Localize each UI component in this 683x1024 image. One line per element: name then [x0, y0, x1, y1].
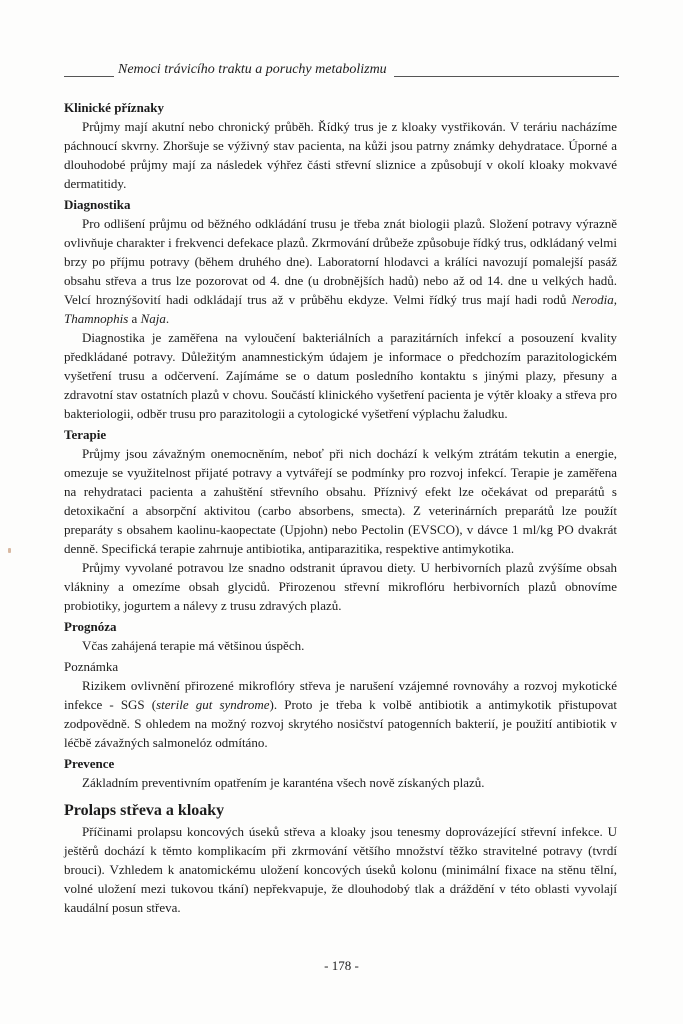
- heading-prognoza: Prognóza: [64, 619, 117, 634]
- page-body: [64, 96, 617, 917]
- paragraph-poznamka-1: [64, 676, 617, 752]
- poznamka-text-end: ). Proto je třeba k volbě antibiotik a antimykotik přistupovat zodpovědně. S ohledem na možný rozvoj skrytého nosičství patogenních bakterií, je použití antibiotik v léčbě závažných salmonelóz odmítáno.: [64, 697, 617, 750]
- paragraph-diagnostika-2: Diagnostika je zaměřena na vyloučení bakteriálních a parazitárních infekcí a posouzení kvality předkládané potravy. Důležitým anamnestickým údajem je informace o předchozím parazitologickém vyšetření trusu a odčervení. Zajímáme se o datum posledního kontaktu s jinými plazy, přesuny a zdravotní stav ostatních plazů v chovu. Součástí klinického vyšetření pacienta je výtěr kloaky a střeva pro bakteriologii, odběr trusu pro parazitologii a cytologické vyšetření výplachu žaludku.: [64, 330, 617, 421]
- page-number: - 178 -: [324, 958, 359, 973]
- running-head: [64, 60, 619, 82]
- heading-prevence: Prevence: [64, 756, 115, 771]
- heading-prolaps: Prolaps střeva a kloaky: [64, 802, 225, 819]
- header-rule-right: [394, 76, 619, 77]
- paragraph-diagnostika-1: [64, 214, 617, 328]
- sgs-italic: sterile gut syndrome: [156, 697, 270, 712]
- sentence-end: .: [165, 311, 170, 326]
- heading-klinicke-priznaky: Klinické příznaky: [64, 100, 165, 115]
- diagnostika-text: Pro odlišení průjmu od běžného odkládání trusu je třeba znát biologii plazů. Složení potravy výrazně ovlivňuje charakter i frekvenci defekace plazů. Zkrmování drůbeže způsobuje řídký trus, odkládaný velmi brzy po příjmu potravy (během druhého dne). Laboratorní hlodavci a králíci navozují pomalejší pasáž obsahu střeva a trus lze pozorovat od 4. dne (u drobnějších hadů) nebo až od 14. dne u velkých hadů. Velcí hroznýšovití hadi odkládají trus až v průběhu ekdyze. Velmi řídký trus mají hadi rodů: [64, 216, 617, 307]
- heading-terapie: Terapie: [64, 427, 107, 442]
- genus-naja-italic: Naja: [140, 311, 166, 326]
- poznamka-text: Rizikem ovlivnění přirozené mikroflóry střeva je narušení vzájemné rovnováhy a rozvoj mykotické infekce - SGS (: [64, 678, 617, 712]
- margin-speck: [8, 548, 11, 553]
- paragraph-prevence-1: Základním preventivním opatřením je karanténa všech nově získaných plazů.: [82, 775, 485, 790]
- genera-italic: Nerodia, Thamnophis: [64, 292, 617, 326]
- paragraph-prolaps-1: Příčinami prolapsu koncových úseků střeva a kloaky jsou tenesmy doprovázející střevní infekce. U ještěrů dochází k těmto komplikacím při zkrmování většího množství těžko stravitelné potravy (tvrdí brouci). Vzhledem k anatomickému uložení koncových úseků kolonu (minimální fixace na stěnu tělní, volné uložení mezi tukovou tkání) nepřekvapuje, že dlouhodobý tlak a dráždění v této oblasti vyvolají kaudální posun střeva.: [64, 824, 617, 915]
- paragraph-prognoza-1: Včas zahájená terapie má většinou úspěch.: [82, 638, 305, 653]
- header-rule-left: [64, 76, 114, 77]
- paragraph-terapie-1: Průjmy jsou závažným onemocněním, neboť při nich dochází k velkým ztrátám tekutin a energie, omezuje se využitelnost přijaté potravy a vytvářejí se podmínky pro rozvoj infekcí. Terapie je zaměřena na rehydrataci pacienta a zahuštění střevního obsahu. Příznivý efekt lze očekávat od preparátů s detoxikační a absorpční aktivitou (carbo absorbens, smecta). Z veterinárních preparátů lze použít preparáty s obsahem kaolinu-kaopectate (Upjohn) nebo Pectolin (EVSCO), v dávce 1 ml/kg PO dvakrát denně. Specifická terapie zahrnuje antibiotika, antiparazitika, respektive antimykotika.: [64, 446, 617, 556]
- running-head-title: Nemoci trávicího traktu a poruchy metabolizmu: [118, 62, 387, 77]
- heading-poznamka: Poznámka: [64, 659, 119, 674]
- heading-diagnostika: Diagnostika: [64, 197, 131, 212]
- paragraph-klinicke-1: Průjmy mají akutní nebo chronický průběh. Řídký trus je z kloaky vystřikován. V teráriu nacházíme páchnoucí skvrny. Zhoršuje se výživný stav pacienta, na kůži jsou patrny známky dehydratace. Úporné a dlouhodobé průjmy mají za následek výhřez části střevní sliznice a způsobují v okolí kloaky mokvavé dermatitidy.: [64, 119, 617, 191]
- conjunction: a: [128, 311, 141, 326]
- paragraph-terapie-2: Průjmy vyvolané potravou lze snadno odstranit úpravou diety. U herbivorních plazů zvýšíme obsah vlákniny a omezíme obsah glycidů. Přirozenou střevní mikroflóru herbivorních plazů obnovíme probiotiky, jogurtem a nálevy z trusu zdravých plazů.: [64, 560, 617, 613]
